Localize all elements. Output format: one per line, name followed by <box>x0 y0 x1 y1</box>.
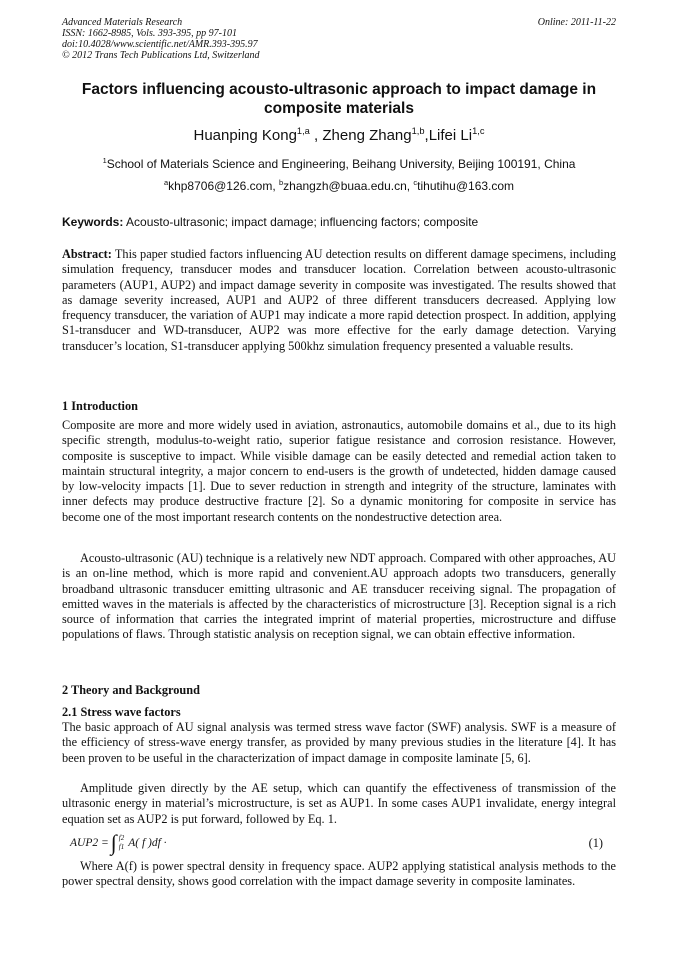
journal-name: Advanced Materials Research <box>62 17 183 28</box>
section-heading-introduction: 1 Introduction <box>62 399 138 413</box>
author-separator: , <box>424 127 429 144</box>
integral-symbol: ∫ <box>110 830 117 855</box>
paragraph-text: Composite are more and more widely used in aviation, astronautics, automobile domains et al., due to its high specific strength, modulus-to-weight ratio, superior fatigue resistance and corrosion resistance. However, composite is susceptive to impact. While visible damage can be easily detected and remedial action taken to maintain structural integrity, a major concern to end-users is the growth of undetected, hidden damage caused by low-velocity impacts [1]. Due to sever reduction in strength and integrity of the structure, laminates with inner defects may produce destructive fracture [2]. So a dynamic monitoring for composite in service has become one of the most important research contents on the nondestructive detection area. <box>62 418 616 524</box>
affiliation-text: School of Materials Science and Engineering, Beihang University, Beijing 100191, China <box>106 157 576 171</box>
paragraph-text: Where A(f) is power spectral density in frequency space. AUP2 applying statistical analysis methods to the power spectral density, shows good correlation with the impact damage severity in composite laminates. <box>62 859 616 889</box>
affiliation-sup: 1 <box>102 156 107 165</box>
abstract <box>62 247 616 354</box>
keywords-label: Keywords: <box>62 215 124 229</box>
integral-lower: f1 <box>118 843 125 851</box>
issn-line: ISSN: 1662-8985, Vols. 393-395, pp 97-101 <box>62 28 237 39</box>
author-sup: 1,a <box>296 126 310 136</box>
author-sup: 1,c <box>472 126 485 136</box>
equation-integrand: A( f )df · <box>128 837 167 849</box>
equation-number: (1) <box>588 836 603 850</box>
integral-limits <box>119 834 124 852</box>
email-sup: a <box>163 178 169 187</box>
author-name: Lifei Li <box>428 127 473 144</box>
email-sup: b <box>279 178 284 187</box>
paragraph-text: Acousto-ultrasonic (AU) technique is a relatively new NDT approach. Compared with other approaches, AU is an on-line method, which is more rapid and convenient.AU approach adopts two transducers, generally broadband ultrasonic transducer emitting ultrasonic and AE transducer receiving signal. The propagation of emitted waves in the materials is affected by the characteristics of microstructure [3]. Reception signal is a rich source of information that carries the integrated imprint of material properties, microstructure and diffuse populations of flaws. Through statistic analysis on reception signal, we can obtain effective information. <box>62 551 616 642</box>
paragraph-text: Amplitude given directly by the AE setup, which can quantify the effectiveness of transmission of the ultrasonic energy in material’s microstructure, is set as AUP1. In some cases AUP1 invalidate, energy integral equation set as AUP2 is put forward, followed by Eq. 1. <box>62 781 616 826</box>
theory-paragraph-1 <box>62 720 616 766</box>
online-date: Online: 2011-11-22 <box>537 17 616 28</box>
paragraph-text: The basic approach of AU signal analysis was termed stress wave factor (SWF) analysis. SWF is a measure of the efficiency of stress-wave energy transfer, as provided by many previous studies in the literature [4]. It has been proven to be useful in the characterization of impact damage in composite laminate [5, 6]. <box>62 720 616 765</box>
email[interactable]: zhangzh@buaa.edu.cn, <box>283 179 414 193</box>
affiliation <box>62 157 616 171</box>
email[interactable]: khp8706@126.com, <box>168 179 279 193</box>
author-name: Huanping Kong <box>193 127 297 144</box>
equation-1 <box>70 832 167 854</box>
subsection-heading-stress-wave: 2.1 Stress wave factors <box>62 705 181 719</box>
intro-paragraph-1 <box>62 418 616 525</box>
integral-upper: f2 <box>118 834 125 842</box>
author-name: Zheng Zhang <box>322 127 412 144</box>
abstract-label: Abstract: <box>62 247 112 261</box>
theory-paragraph-3 <box>62 859 616 890</box>
author-list <box>62 127 616 144</box>
equation-lhs: AUP2 = <box>70 837 109 849</box>
paper-title: Factors influencing acousto-ultrasonic approach to impact damage in composite materials <box>81 81 597 117</box>
keywords-text: Acousto-ultrasonic; impact damage; influencing factors; composite <box>123 215 479 229</box>
email-sup: c <box>413 178 418 187</box>
section-heading-theory: 2 Theory and Background <box>62 683 200 697</box>
theory-paragraph-2 <box>62 781 616 827</box>
intro-paragraph-2 <box>62 551 616 643</box>
keywords <box>62 215 616 229</box>
email[interactable]: tihutihu@163.com <box>417 179 515 193</box>
copyright-line: © 2012 Trans Tech Publications Ltd, Switzerland <box>62 50 260 61</box>
journal-header <box>62 17 260 61</box>
email-list <box>62 179 616 193</box>
doi-line: doi:10.4028/www.scientific.net/AMR.393-395.97 <box>62 39 258 50</box>
abstract-text: This paper studied factors influencing AU detection results on different damage specimens, including simulation frequency, transducer modes and transducer location. Correlation between acousto-ultrasonic parameters (AUP1, AUP2) and impact damage severity in composite was investigated. The results showed that as damage severity increased, AUP1 and AUP2 of three different transducers decreased. Applying low frequency transducer, the variation of AUP1 may indicate a more rapid detection prospect. In addition, applying S1-transducer and WD-transducer, AUP2 was more effective for the early damage detection. Varying transducer’s location, S1-transducer applying 500khz simulation frequency presented a valuable results. <box>62 247 616 353</box>
author-sup: 1,b <box>411 126 425 136</box>
author-separator: , <box>309 127 323 144</box>
